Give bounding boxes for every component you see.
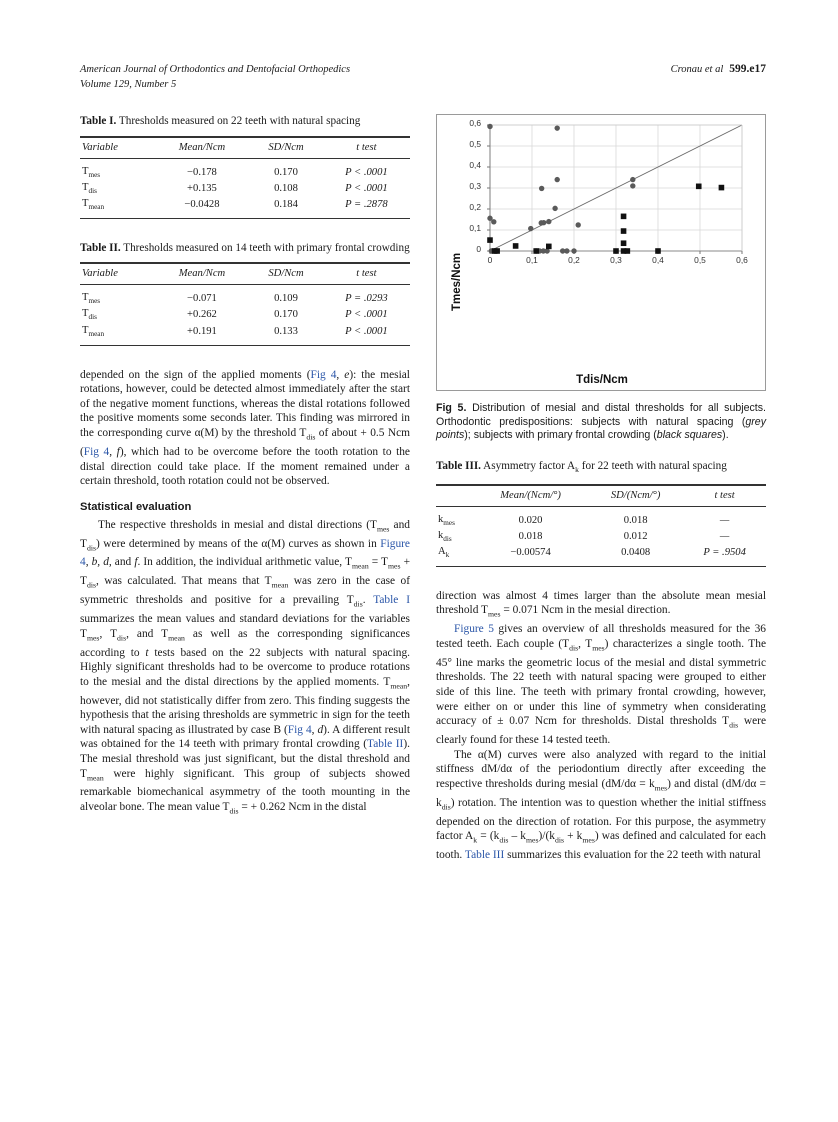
figure-5-caption-p3: ). [722, 429, 729, 442]
table-3-label: Table III. [436, 459, 481, 472]
table-3 [436, 484, 766, 567]
table-1-r2-ttest: P = .2878 [345, 198, 388, 210]
table-3-r2-variable: $A_k$ [438, 545, 450, 559]
table-2-label: Table II. [80, 241, 121, 254]
table-3-r0-variable: $k_{mes}$ [438, 513, 455, 527]
table-2-caption-text: Thresholds measured on 14 teeth with primary frontal crowding [123, 241, 410, 254]
table-3-col-ttest: t test [714, 489, 735, 501]
table-1-r0-ttest: P < .0001 [345, 166, 388, 178]
x-axis-label: Tdis/Ncm [576, 374, 628, 386]
x-tick-0: 0 [487, 255, 493, 265]
figure-reference[interactable]: Fig 4 [310, 368, 337, 381]
table-3-block [436, 459, 766, 567]
two-column-body [80, 114, 766, 863]
table-1-r2-mean: −0.0428 [184, 198, 220, 210]
table-row [80, 196, 410, 218]
paragraph-figure5-overview: Figure 5 gives an overview of all thresholds measured for the 36 tested teeth. Each couple ($T_{dis}$, $T_{mes}$) characterizes a single tooth. The 45° line marks the geometric locus of the mesial and distal symmetric thresholds. The 22 teeth with natural spacing were grouped to either side of this line. The teeth with primary frontal crowding, however, were either on or under this line of symmetry when considerating accuracy of ± 0.07 Ncm for thresholds. Distal thresholds $T_{dis}$ were clearly found for these 14 tested teeth. [436, 623, 767, 747]
running-head-journal [80, 62, 350, 92]
table-2-header-row [80, 263, 410, 285]
table-1-block [80, 114, 410, 219]
table-3-caption [436, 459, 766, 478]
table-1-r0-sd: 0.170 [274, 166, 298, 178]
section-heading-statistical-evaluation: Statistical evaluation [80, 500, 192, 513]
page-number: 599.e17 [729, 63, 766, 75]
spacer [436, 443, 766, 459]
table-3-col-mean: Mean/(Ncm/°) [500, 489, 561, 501]
figure-reference[interactable]: Fig 4 [83, 445, 110, 458]
figure-5-caption [436, 402, 766, 443]
table-1-r1-sd: 0.108 [274, 182, 298, 194]
table-3-caption-post: for 22 teeth with natural spacing [578, 459, 727, 472]
y-tick-0: 0 [476, 244, 481, 254]
table-row [80, 158, 410, 180]
x-tick-2: 0,2 [568, 255, 580, 265]
table-row [80, 307, 410, 323]
figure-5-caption-em2: black squares [656, 429, 723, 442]
table-3-r0-ttest: — [719, 514, 730, 526]
table-1-r0-variable: $T_{mes}$ [82, 165, 101, 179]
table-3-r0-mean: 0.020 [518, 514, 543, 526]
table-2-r2-sd: 0.133 [274, 325, 298, 337]
table-2-r1-mean: +0.262 [187, 309, 217, 321]
table-1-col-mean: Mean/Ncm [178, 141, 226, 153]
running-head-authors-page [671, 62, 766, 77]
table-2-r0-ttest: P = .0293 [345, 293, 388, 305]
table-1-col-sd: SD/Ncm [268, 141, 304, 153]
spacer [80, 352, 410, 368]
figure-reference[interactable]: Figure 4 [80, 537, 410, 569]
figure-reference[interactable]: Fig 4 [287, 723, 312, 736]
table-2-col-ttest: t test [356, 268, 377, 280]
table-2-r2-mean: +0.191 [187, 325, 217, 337]
table-reference[interactable]: Table II [367, 738, 404, 751]
table-2-r1-ttest: P < .0001 [345, 309, 388, 321]
x-tick-3: 0,3 [610, 255, 622, 265]
y-tick-4: 0,4 [469, 160, 481, 170]
table-2-r2-ttest: P < .0001 [345, 325, 388, 337]
table-1 [80, 136, 410, 219]
figure-5-caption-p2: ); subjects with primary frontal crowding ( [464, 429, 657, 442]
table-2-r2-variable: $T_{mean}$ [82, 324, 105, 338]
table-2-col-mean: Mean/Ncm [178, 268, 226, 280]
y-tick-1: 0,1 [469, 223, 481, 233]
table-2-r1-variable: $T_{dis}$ [82, 308, 97, 322]
table-1-caption-text: Thresholds measured on 22 teeth with natural spacing [118, 115, 361, 127]
paragraph-continued: depended on the sign of the applied moments (Fig 4, e): the mesial rotations, however, could be detected almost immediately after the start of the negative moment functions, whereas the distal rotations followed the positive moments some seconds later. This finding was mirrored in the corresponding curve α(M) by the threshold $T_{dis}$ of about + 0.5 Ncm (Fig 4, f), which had to be overcome before the tooth rotation to the distal direction could take place. If the moment remained under a certain threshold, tooth rotation could not be observed. [80, 368, 410, 488]
x-tick-1: 0,1 [526, 255, 538, 265]
journal-volume-issue: Volume 129, Number 5 [80, 79, 177, 90]
table-3-col-sd: SD/(Ncm/°) [610, 489, 661, 501]
table-row [80, 285, 410, 307]
spacer [80, 225, 410, 241]
table-reference[interactable]: Table III [464, 849, 505, 862]
y-tick-5: 0,5 [469, 139, 481, 149]
table-1-col-variable: Variable [82, 141, 118, 153]
table-row [436, 528, 766, 544]
table-3-body [436, 506, 766, 566]
table-1-r1-mean: +0.135 [187, 182, 217, 194]
table-3-r2-sd: 0.0408 [621, 546, 651, 558]
table-row [436, 544, 766, 566]
table-1-col-ttest: t test [356, 141, 377, 153]
table-3-caption-pre: Asymmetry factor A [483, 459, 576, 472]
table-2-caption [80, 241, 410, 257]
paragraph-asymmetry-factor: The α(M) curves were also analyzed with regard to the initial stiffness dM/dα of the periodontium directly after exceeding the respective thresholds during mesial $(dM/d\alpha = k_{mes})$ and distal $(dM/d\alpha = k_{dis})$ rotation. The intention was to question whether the initial stiffness depended on the direction of rotation. For this purpose, the asymmetry factor $A_k = (k_{dis} - k_{mes})/(k_{dis} + k_{mes})$ was defined and calculated for each tooth. Table III summarizes this evaluation for the 22 teeth with natural [436, 748, 766, 862]
table-2 [80, 262, 410, 345]
table-row [436, 506, 766, 528]
table-1-r1-variable: $T_{dis}$ [82, 181, 97, 195]
table-3-r1-variable: $k_{dis}$ [438, 529, 452, 543]
authors-short: Cronau et al [670, 64, 724, 75]
table-2-body [80, 285, 410, 345]
table-2-block [80, 241, 410, 346]
table-reference[interactable]: Table I [373, 594, 410, 607]
figure-5-caption-em1: grey points [436, 415, 766, 442]
table-2-col-sd: SD/Ncm [268, 268, 304, 280]
table-2-r0-variable: $T_{mes}$ [82, 292, 101, 306]
table-1-header-row [80, 137, 410, 159]
table-3-r1-mean: 0.018 [518, 530, 543, 542]
y-tick-3: 0,3 [469, 181, 481, 191]
figure-5-image [436, 114, 766, 391]
table-1-r1-ttest: P < .0001 [345, 182, 388, 194]
table-3-r1-sd: 0.012 [623, 530, 648, 542]
running-head [80, 62, 766, 92]
scatter-plot [437, 115, 767, 392]
y-axis-label: Tmes/Ncm [451, 252, 463, 311]
table-2-r1-sd: 0.170 [274, 309, 298, 321]
y-tick-6: 0,6 [469, 118, 481, 128]
figure-reference[interactable]: Figure 5 [454, 623, 494, 636]
table-2-col-variable: Variable [82, 268, 118, 280]
table-3-r1-ttest: — [719, 530, 730, 542]
figure-5-label: Fig 5. [436, 402, 467, 414]
table-row [80, 180, 410, 196]
x-tick-5: 0,5 [694, 255, 706, 265]
table-3-r2-mean: −0.00574 [510, 546, 551, 558]
table-3-col-blank [436, 485, 473, 507]
table-1-caption [80, 114, 410, 130]
paragraph-statistical-evaluation: The respective thresholds in mesial and distal directions ($T_{mes}$ and $T_{dis}$) were determined by means of the α(M) curves as shown in Figure 4, b, d, and f. In addition, the individual arithmetic value, $T_{mean} = T_{mes} + T_{dis}$, was calculated. That means that $T_{mean}$ was zero in the case of symmetric thresholds and positive for a prevailing $T_{dis}$. Table I summarizes the mean values and standard deviations for the variables $T_{mes}$, $T_{dis}$, and $T_{mean}$ as well as the corresponding significances according to t tests based on the 22 subjects with natural spacing. Highly significant thresholds had to be overcome to produce rotations to the mesial and the distal directions by the applied moments. $T_{mean}$, however, did not statistically differ from zero. This finding suggests the hypothesis that the arising thresholds are symmetric in sign for the teeth with natural spacing as illustrated by case B (Fig 4, d). A different result was obtained for the 14 teeth with primary frontal crowding (Table II). The mesial threshold was just significant, but the distal threshold and $T_{mean}$ were highly significant. This group of subjects showed remarkable biomechanical asymmetry of the tooth mounting in the alveolar bone. The mean value $T_{dis}$ = + 0.262 Ncm in the distal [80, 518, 411, 816]
left-column [80, 114, 410, 863]
figure-5-caption-p1: Distribution of mesial and distal thresholds for all subjects. Orthodontic predispositions: subjects with natural spacing ( [436, 402, 766, 428]
table-3-header-row [436, 485, 766, 507]
paragraph-distal-direction: direction was almost 4 times larger than the absolute mean mesial threshold $T_{mes} = 0.071$ Ncm in the mesial direction. [436, 589, 766, 619]
right-column [436, 114, 766, 863]
x-tick-6: 0,6 [736, 255, 748, 265]
table-1-head [80, 137, 410, 159]
table-2-head [80, 263, 410, 285]
table-1-body [80, 158, 410, 218]
table-3-r0-sd: 0.018 [623, 514, 648, 526]
table-1-r0-mean: −0.178 [187, 166, 217, 178]
table-3-r2-ttest: P = .9504 [703, 546, 746, 558]
table-1-label: Table I. [80, 115, 117, 127]
table-row [80, 323, 410, 345]
y-tick-2: 0,2 [469, 202, 481, 212]
x-tick-4: 0,4 [652, 255, 664, 265]
plot-canvas [437, 115, 767, 392]
table-1-r2-variable: $T_{mean}$ [82, 197, 105, 211]
table-1-r2-sd: 0.184 [274, 198, 298, 210]
spacer [436, 573, 766, 589]
journal-title: American Journal of Orthodontics and Dentofacial Orthopedics [80, 64, 351, 75]
table-3-caption-sub: k [575, 465, 579, 475]
table-2-r0-sd: 0.109 [274, 293, 298, 305]
table-3-head [436, 485, 766, 507]
table-2-r0-mean: −0.071 [187, 293, 217, 305]
